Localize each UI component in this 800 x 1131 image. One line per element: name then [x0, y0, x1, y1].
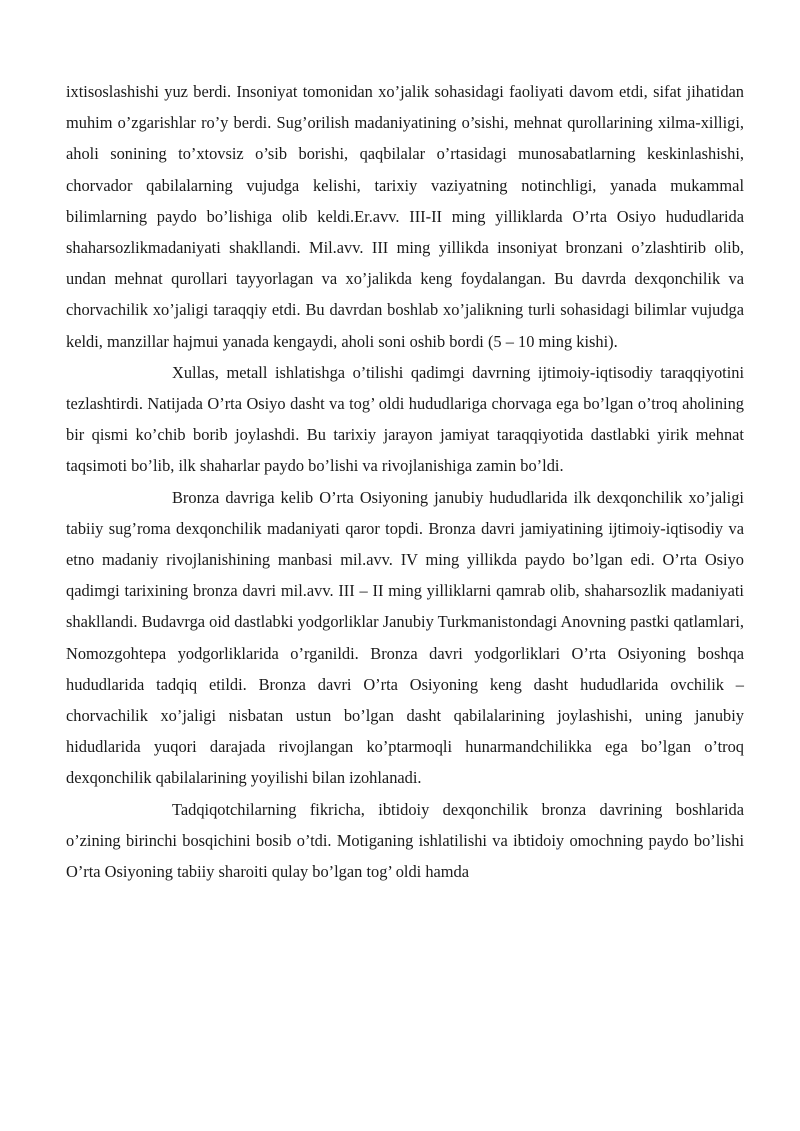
paragraph-continuation: ixtisoslashishi yuz berdi. Insoniyat tomonidan xo’jalik sohasidagi faoliyati davom etdi, sifat jihatidan muhim o’zgarishlar ro’y berdi. Sug’orilish madaniyatining o’sishi, mehnat qurollarining xilma-xilligi, aholi sonining to’xtovsiz o’sib borishi, qaqbilalar o’rtasidagi munosabatlarning keskinlashishi, chorvador qabilalarning vujudga kelishi, tarixiy vaziyatning notinchligi, yanada mukammal bilimlarning paydo bo’lishiga olib keldi.Er.avv. III-II ming yilliklarda O’rta Osiyo hududlarida shaharsozlikmadaniyati shakllandi. Mil.avv. III ming yillikda insoniyat bronzani o’zlashtirib olib, undan mehnat qurollari tayyorlagan va xo’jalikda keng foydalangan. Bu davrda dexqonchilik va chorvachilik xo’jaligi taraqqiy etdi. Bu davrdan boshlab xo’jalikning turli sohasidagi bilimlar vujudga keldi, manzillar hajmui yanada kengaydi, aholi soni oshib bordi (5 – 10 ming kishi). — [66, 82, 744, 351]
paragraph-metal-usage: Xullas, metall ishlatishga o’tilishi qadimgi davrning ijtimoiy-iqtisodiy taraqqiyotini tezlashtirdi. Natijada O’rta Osiyo dasht va tog’ oldi hududlariga chorvaga ega bo’lgan o’troq aholining bir qismi ko’chib borib joylashdi. Bu tarixiy jarayon jamiyat taraqqiyotida dastlabki yirik mehnat taqsimoti bo’lib, ilk shaharlar paydo bo’lishi va rivojlanishiga zamin bo’ldi. — [66, 362, 744, 476]
paragraph-bronze-age: Bronza davriga kelib O’rta Osiyoning janubiy hududlarida ilk dexqonchilik xo’jaligi tabiiy sug’roma dexqonchilik madaniyati qaror topdi. Bronza davri jamiyatining ijtimoiy-iqtisodiy va etno madaniy rivojlanishining manbasi mil.avv. IV ming yillikda paydo bo’lgan edi. O’rta Osiyo qadimgi tarixining bronza davri mil.avv. III – II ming yilliklarni qamrab olib, shaharsozlik madaniyati shakllandi. Budavrga oid dastlabki yodgorliklar Janubiy Turkmanistondagi Anovning pastki qatlamlari, Nomozgohtepa yodgorliklarida o’rganildi. Bronza davri yodgorliklari O’rta Osiyoning boshqa hududlarida tadqiq etildi. Bronza davri O’rta Osiyoning keng dasht hududlarida ovchilik – chorvachilik xo’jaligi nisbatan ustun bo’lgan dasht qabilalarining joylashishi, uning janubiy hidudlarida yuqori darajada rivojlangan ko’ptarmoqli hunarmandchilikka ega bo’lgan o’troq dexqonchilik qabilalarining yoyilishi bilan izohlanadi. — [66, 487, 744, 788]
paragraph-researchers: Tadqiqotchilarning fikricha, ibtidoiy dexqonchilik bronza davrining boshlarida o’zining birinchi bosqichini bosib o’tdi. Motiganing ishlatilishi va ibtidoiy omochning paydo bo’lishi O’rta Osiyoning tabiiy sharoiti qulay bo’lgan tog’ oldi hamda — [66, 799, 744, 882]
document-body — [66, 76, 744, 887]
